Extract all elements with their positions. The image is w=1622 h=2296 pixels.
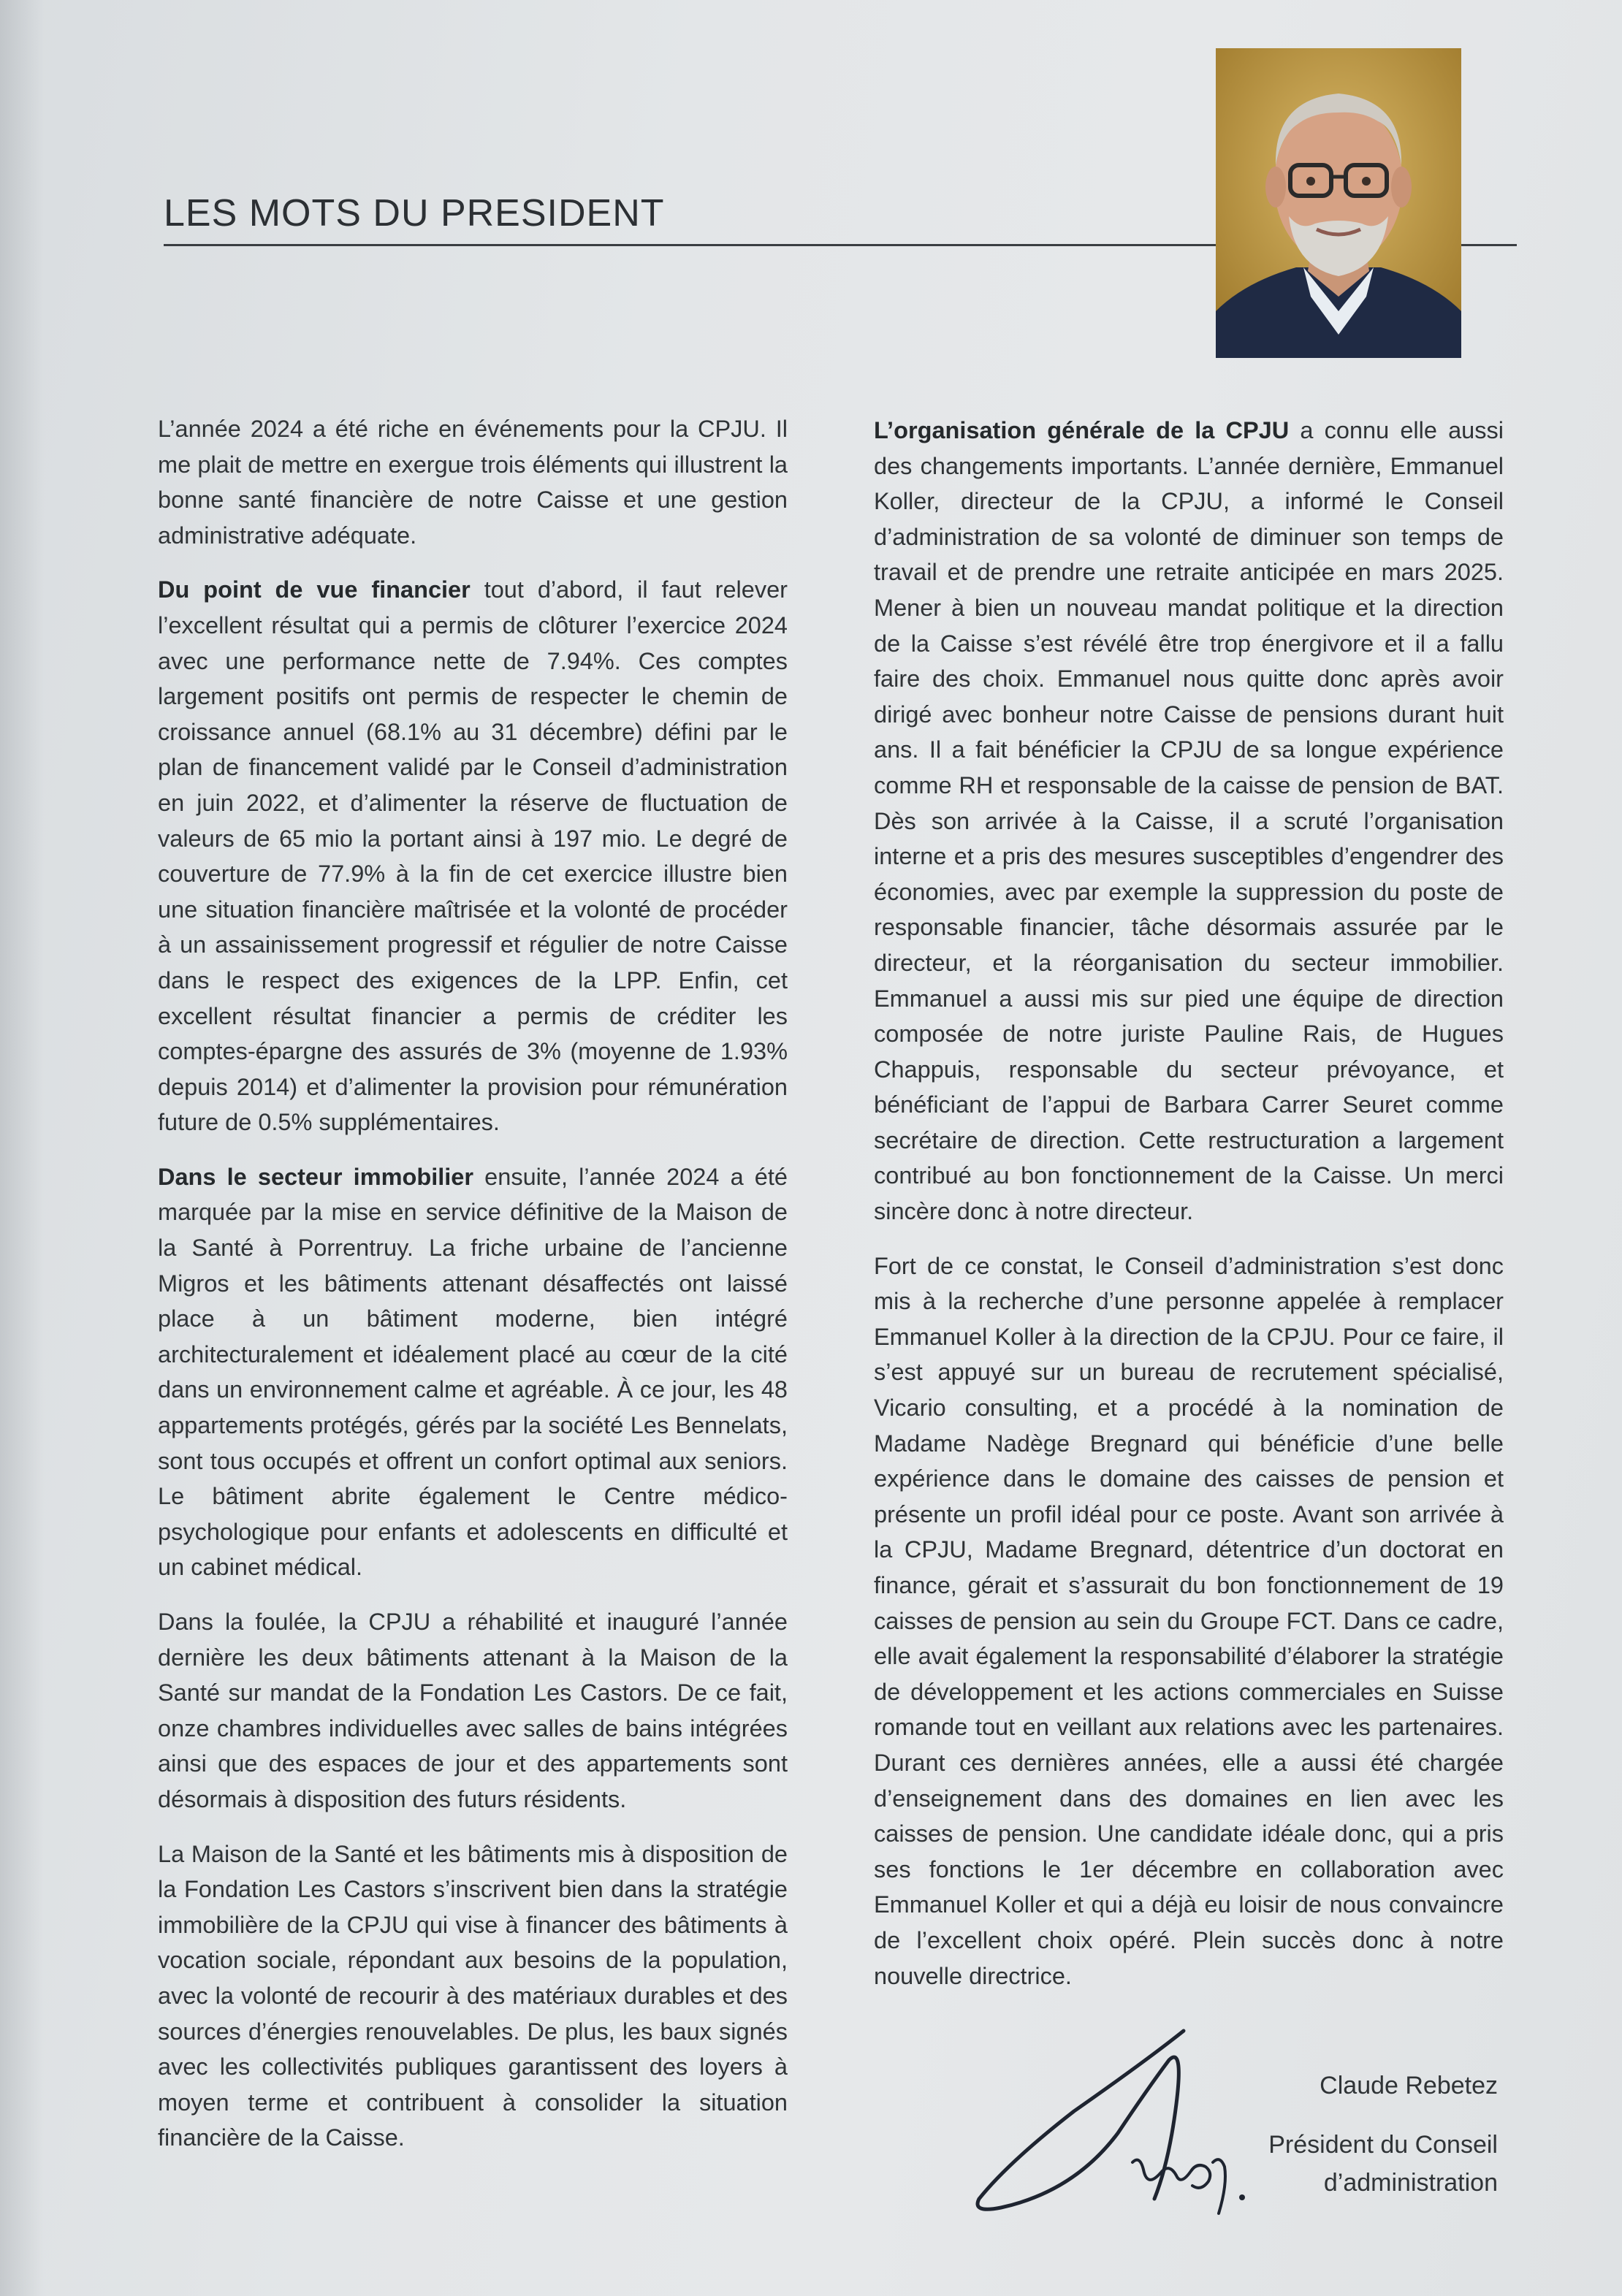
paragraph-text: tout d’abord, il faut relever l’excellent résultat qui a permis de clôturer l’exercice 2024 avec une performance nette de 7.94%. Ces comptes largement positifs ont permis de respecter le chemin de croissance annuel (68.1% au 31 décembre) défini par le plan de financement validé par le Conseil d’administration en juin 2022, et d’alimenter la réserve de fluctuation de valeurs de 65 mio la portant ainsi à 197 mio. Le degré de couverture de 77.9% à la fin de cet exercice illustre bien une situation financière maîtrisée et la volonté de procéder à un assainissement progressif et régulier de notre Caisse dans le respect des exigences de la LPP. Enfin, cet excellent résultat financier a permis de créditer les comptes-épargne des assurés de 3% (moyenne de 1.93% depuis 2014) et d’alimenter la provision pour rémunération future de 0.5% supplémentaires. [158, 576, 788, 1136]
paragraph-text: ensuite, l’année 2024 a été marquée par la mise en service définitive de la Maison de la Santé à Porrentruy. La friche urbaine de l’ancienne Migros et les bâtiments attenant désaffectés ont laissé place à un bâtiment moderne, bien intégré architecturalement et idéalement placé au cœur de la cité dans un environnement calme et agréable. À ce jour, les 48 appartements protégés, gérés par la société Les Bennelats, sont tous occupés et offrent un confort optimal aux seniors. Le bâtiment abrite également le Centre médico-psychologique pour enfants et adolescents en difficulté et un cabinet médical. [158, 1163, 788, 1581]
paragraph [158, 1604, 788, 1818]
right-column [874, 413, 1504, 2013]
paragraph-text: Fort de ce constat, le Conseil d’administration s’est donc mis à la recherche d’une personne appelée à remplacer Emmanuel Koller à la direction de la CPJU. Pour ce faire, il s’est appuyé sur un bureau de recrutement spécialisé, Vicario consulting, et a procédé à la nomination de Madame Nadège Bregnard qui bénéficie d’une belle expérience dans le domaine des caisses de pension et présente un profil idéal pour ce poste. Avant son arrivée à la CPJU, Madame Bregnard, détentrice d’un doctorat en finance, gérait et s’assurait du bon fonctionnement de 19 caisses de pension au sein du Groupe FCT. Dans ce cadre, elle avait également la responsabilité d’élaborer la stratégie de développement et les actions commerciales en Suisse romande tout en veillant aux relations avec les partenaires. Durant ces dernières années, elle a aussi été chargée d’enseignement dans des domaines en lien avec les caisses de pension. Une candidate idéale donc, qui a pris ses fonctions le 1er décembre en collaboration avec Emmanuel Koller et qui a déjà eu loisir de nous convaincre de l’excellent choix opéré. Plein succès donc à notre nouvelle directrice. [874, 1252, 1504, 1989]
left-column [158, 411, 788, 2175]
president-portrait [1216, 48, 1461, 358]
paragraph-text: La Maison de la Santé et les bâtiments mis à disposition de la Fondation Les Castors s’inscrivent bien dans la stratégie immobilière de la CPJU qui vise à financer des bâtiments à vocation sociale, répondant aux besoins de la population, avec la volonté de recourir à des matériaux durables et des sources d’énergies renouvelables. De plus, les baux signés avec les collectivités publiques garantissent des loyers à moyen terme et contribuent à consolider la situation financière de la Caisse. [158, 1840, 788, 2151]
paragraph-lead: L’organisation générale de la CPJU [874, 417, 1290, 443]
paragraph-text: L’année 2024 a été riche en événements pour la CPJU. Il me plait de mettre en exergue trois éléments qui illustrent la bonne santé financière de notre Caisse et une gestion administrative adéquate. [158, 416, 788, 549]
paragraph-text: a connu elle aussi des changements importants. L’année dernière, Emmanuel Koller, directeur de la CPJU, a informé le Conseil d’administration de sa volonté de diminuer son temps de travail et de prendre une retraite anticipée en mars 2025. Mener à bien un nouveau mandat politique et la direction de la Caisse s’est révélé être trop énergivore et il a fallu faire des choix. Emmanuel nous quitte donc après avoir dirigé avec bonheur notre Caisse de pensions durant huit ans. Il a fait bénéficier la CPJU de sa longue expérience comme RH et responsable de la caisse de pension de BAT. Dès son arrivée à la Caisse, il a scruté l’organisation interne et a pris des mesures susceptibles d’engendrer des économies, avec par exemple la suppression du poste de responsable financier, tâche désormais assurée par le directeur, et la réorganisation du secteur immobilier. Emmanuel a aussi mis sur pied une équipe de direction composée de notre juriste Pauline Rais, de Hugues Chappuis, responsable du secteur prévoyance, et bénéficiant de l’appui de Barbara Carrer Seuret comme secrétaire de direction. Cette restructuration a largement contribué au bon fonctionnement de la Caisse. Un merci sincère donc à notre directeur. [874, 417, 1504, 1225]
page-shadow [0, 0, 44, 2296]
paragraph [874, 413, 1504, 1229]
paragraph [158, 1159, 788, 1585]
paragraph-lead: Du point de vue financier [158, 576, 471, 603]
paragraph [874, 1248, 1504, 1994]
paragraph-lead: Dans le secteur immobilier [158, 1163, 474, 1190]
paragraph-text: Dans la foulée, la CPJU a réhabilité et inauguré l’année dernière les deux bâtiments attenant à la Maison de la Santé sur mandat de la Fondation Les Castors. De ce fait, onze chambres individuelles avec salles de bains intégrées ainsi que des espaces de jour et des appartements sont désormais à disposition des futurs résidents. [158, 1609, 788, 1812]
paragraph [158, 1837, 788, 2156]
signatory-role [1213, 2126, 1498, 2202]
paragraph [158, 411, 788, 553]
signatory-role-line: Président du Conseil [1268, 2131, 1498, 2159]
signatory-role-line: d’administration [1323, 2169, 1498, 2197]
page-title: LES MOTS DU PRESIDENT [164, 192, 665, 234]
portrait-illustration [1216, 48, 1461, 358]
signatory-name: Claude Rebetez [1320, 2072, 1498, 2099]
paragraph [158, 572, 788, 1140]
